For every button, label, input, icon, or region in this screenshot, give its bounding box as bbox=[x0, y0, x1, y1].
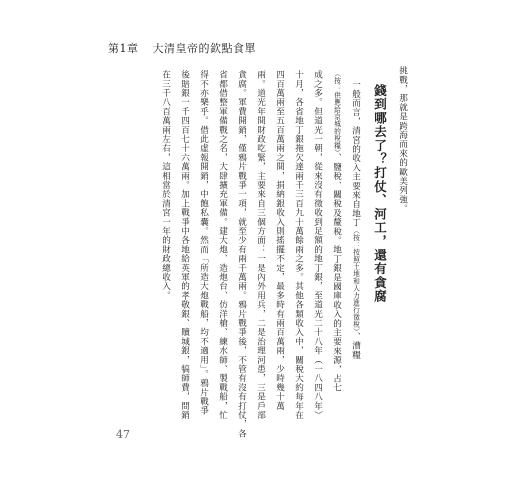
body-line: 在三千八百萬兩左右，這相當於清宮一年的財政總收入。 bbox=[160, 70, 171, 300]
body-line: 省都借整軍備戰之名，大肆擴充軍備。建大炮、造炮台、仿洋槍、練水師、製戰船，忙 bbox=[217, 70, 228, 420]
section-title: 錢到哪去了？打仗、河工，還有貪腐 bbox=[372, 84, 388, 304]
page-number: 47 bbox=[116, 428, 130, 441]
body-line: 兩。道光年間財政吃緊，主要來自三個方面：一是內外用兵，二是治理河患，三是戶部 bbox=[255, 70, 266, 420]
body-line: 成之多。但道光一朝，從來沒有徵收到足額的地丁銀，至道光二十八年（一八四八年） bbox=[312, 70, 323, 420]
body-line: 四百萬兩至五百萬兩之間，捐納銀收入則搖擺不定，最多時有兩百萬兩，少時幾十萬 bbox=[274, 70, 285, 411]
annotation-note: （按：供應給京城的稅糧） bbox=[332, 70, 341, 154]
intro-line: 挑戰，那就是跨海而來的歐美列強。 bbox=[397, 66, 408, 214]
body-line: 得不亦樂乎。借此虛報開銷，中飽私囊。然而「所造大炮戰船，均不適用」。鴉片戰爭 bbox=[198, 70, 209, 416]
body-line: 十月，各省地丁銀拖欠達兩千三百九十萬餘兩之多。其他各類收入中，關稅大約每年在 bbox=[293, 70, 304, 420]
body-line: （按：供應給京城的稅糧）、鹽稅、關稅及釐稅。地丁銀是國庫收入的主要來源，占七 bbox=[331, 70, 342, 393]
body-line: 一般而言，清宮的收入主要來自地丁（按：按照土地和人力進行徵稅）、漕糧 bbox=[350, 80, 361, 360]
body-line: 貪腐。軍費開銷，僅鴉片戰爭一項，就至少有兩千萬兩。鴉片戰爭後，不管有沒有打仗，各 bbox=[236, 70, 247, 438]
chapter-number: 第1章 bbox=[108, 42, 139, 55]
chapter-title: 大清皇帝的欽點食單 bbox=[152, 42, 256, 55]
running-header bbox=[108, 40, 256, 56]
annotation-note: （按：按照土地和人力進行徵稅） bbox=[351, 227, 360, 332]
body-line: 後賠銀一千四百七十六萬兩。加上戰爭中各地給英軍的孝敬銀、贖城銀，犒師費，問銷 bbox=[179, 70, 190, 420]
